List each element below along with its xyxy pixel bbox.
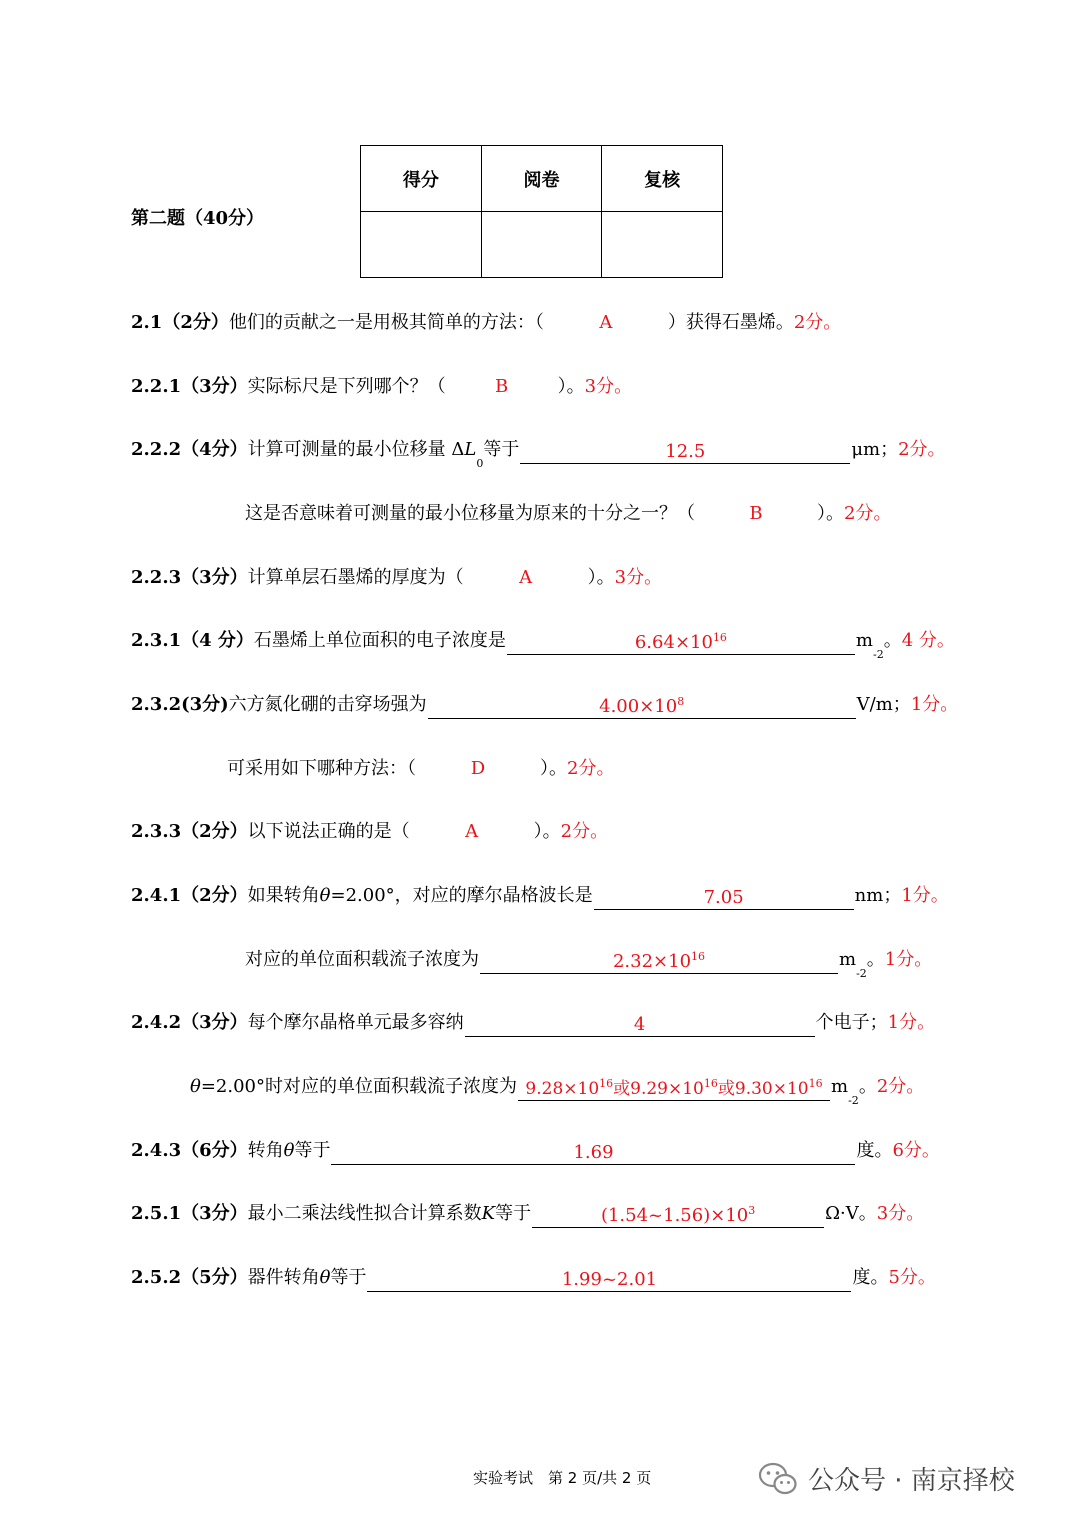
reviewer-cell[interactable]: [602, 212, 723, 278]
score-table: [360, 145, 723, 278]
question-2-2-2-b: 这是否意味着可测量的最小位移量为原来的十分之一？（ B ）。 2分。: [245, 500, 891, 528]
answer-2-5-2: 1.99~2.01: [367, 1269, 851, 1292]
wechat-icon: [758, 1462, 798, 1496]
answer-2-3-2-b: D: [470, 758, 486, 779]
answer-2-5-1: $(1.54\sim 1.56)\times 10^3$: [532, 1205, 824, 1228]
question-2-2-1: 2.2.1 （3分） 实际标尺是下列哪个？（ B ）。 3分。: [131, 373, 632, 401]
watermark-text: 公众号 · 南京择校: [808, 1466, 1015, 1496]
question-2-2-3: 2.2.3 （3分） 计算单层石墨烯的厚度为（ A ）。 3分。: [131, 564, 662, 592]
answer-2-4-3: 1.69: [331, 1142, 855, 1165]
score-header: 得分: [361, 146, 482, 212]
question-2-5-1: 2.5.1 （3分） 最小二乘法线性拟合计算系数 K 等于 $(1.54\sim 1.56)\times 10^3$ Ω·V。 3分。: [131, 1203, 925, 1226]
question-2-4-1: 2.4.1 （2分） 如果转角 θ =2.00°，对应的摩尔晶格波长是 7.05 nm； 1分。: [131, 885, 949, 908]
answer-2-4-1-b: $2.32\times 10^{16}$: [480, 951, 838, 974]
watermark: [758, 1460, 1015, 1497]
answer-2-2-3: A: [519, 567, 533, 588]
score-cell[interactable]: [361, 212, 482, 278]
section-title: 第二题（40分）: [131, 208, 265, 229]
answer-2-2-2: 12.5: [520, 441, 850, 464]
answer-2-2-2-b: B: [749, 503, 763, 524]
question-2-5-2: 2.5.2 （5分） 器件转角 θ 等于 1.99~2.01 度。 5分。: [131, 1267, 936, 1290]
question-2-4-2-b: θ =2.00°时对应的单位面积载流子浓度为 $9.28\times 10^{16}$或$9.29\times 10^{16}$或$9.30\times 10^{16}$ m -2 。 2分。: [190, 1076, 925, 1107]
answer-2-3-3: A: [465, 821, 479, 842]
question-2-3-2-b: 可采用如下哪种方法：（ D ）。 2分。: [227, 755, 614, 783]
question-2-3-3: 2.3.3 （2分） 以下说法正确的是（ A ）。 2分。: [131, 818, 608, 846]
page-footer: 实验考试 第 2 页/共 2 页: [473, 1469, 652, 1487]
answer-2-1: A: [599, 312, 613, 333]
grader-header: 阅卷: [481, 146, 602, 212]
question-2-3-2: 2.3.2 (3分) 六方氮化硼的击穿场强为 $4.00\times 10^8$ V/m； 1分。: [131, 694, 959, 717]
question-2-3-1: 2.3.1 （4 分） 石墨烯上单位面积的电子浓度是 $6.64\times 10^{16}$ m -2 。 4 分。: [131, 630, 955, 661]
question-2-4-2: 2.4.2 （3分） 每个摩尔晶格单元最多容纳 4 个电子； 1分。: [131, 1012, 936, 1035]
answer-2-4-1: 7.05: [594, 887, 854, 910]
reviewer-header: 复核: [602, 146, 723, 212]
question-2-2-2: 2.2.2 （4分） 计算可测量的最小位移量 Δ L 0 等于 12.5 μm； 2分。: [131, 439, 946, 470]
grader-cell[interactable]: [481, 212, 602, 278]
question-2-4-3: 2.4.3 （6分） 转角 θ 等于 1.69 度。 6分。: [131, 1140, 940, 1163]
answer-2-2-1: B: [495, 376, 509, 397]
answer-2-4-2: 4: [465, 1014, 815, 1037]
question-2-1: 2.1 （2分） 他们的贡献之一是用极其简单的方法：（ A ）获得石墨烯。 2分。: [131, 309, 841, 337]
answer-2-3-1: $6.64\times 10^{16}$: [507, 632, 855, 655]
answer-2-4-2-b: $9.28\times 10^{16}$或$9.29\times 10^{16}$或$9.30\times 10^{16}$: [518, 1078, 830, 1101]
question-2-4-1-b: 对应的单位面积载流子浓度为 $2.32\times 10^{16}$ m -2 。 1分。: [245, 949, 933, 980]
answer-2-3-2: $4.00\times 10^8$: [428, 696, 856, 719]
